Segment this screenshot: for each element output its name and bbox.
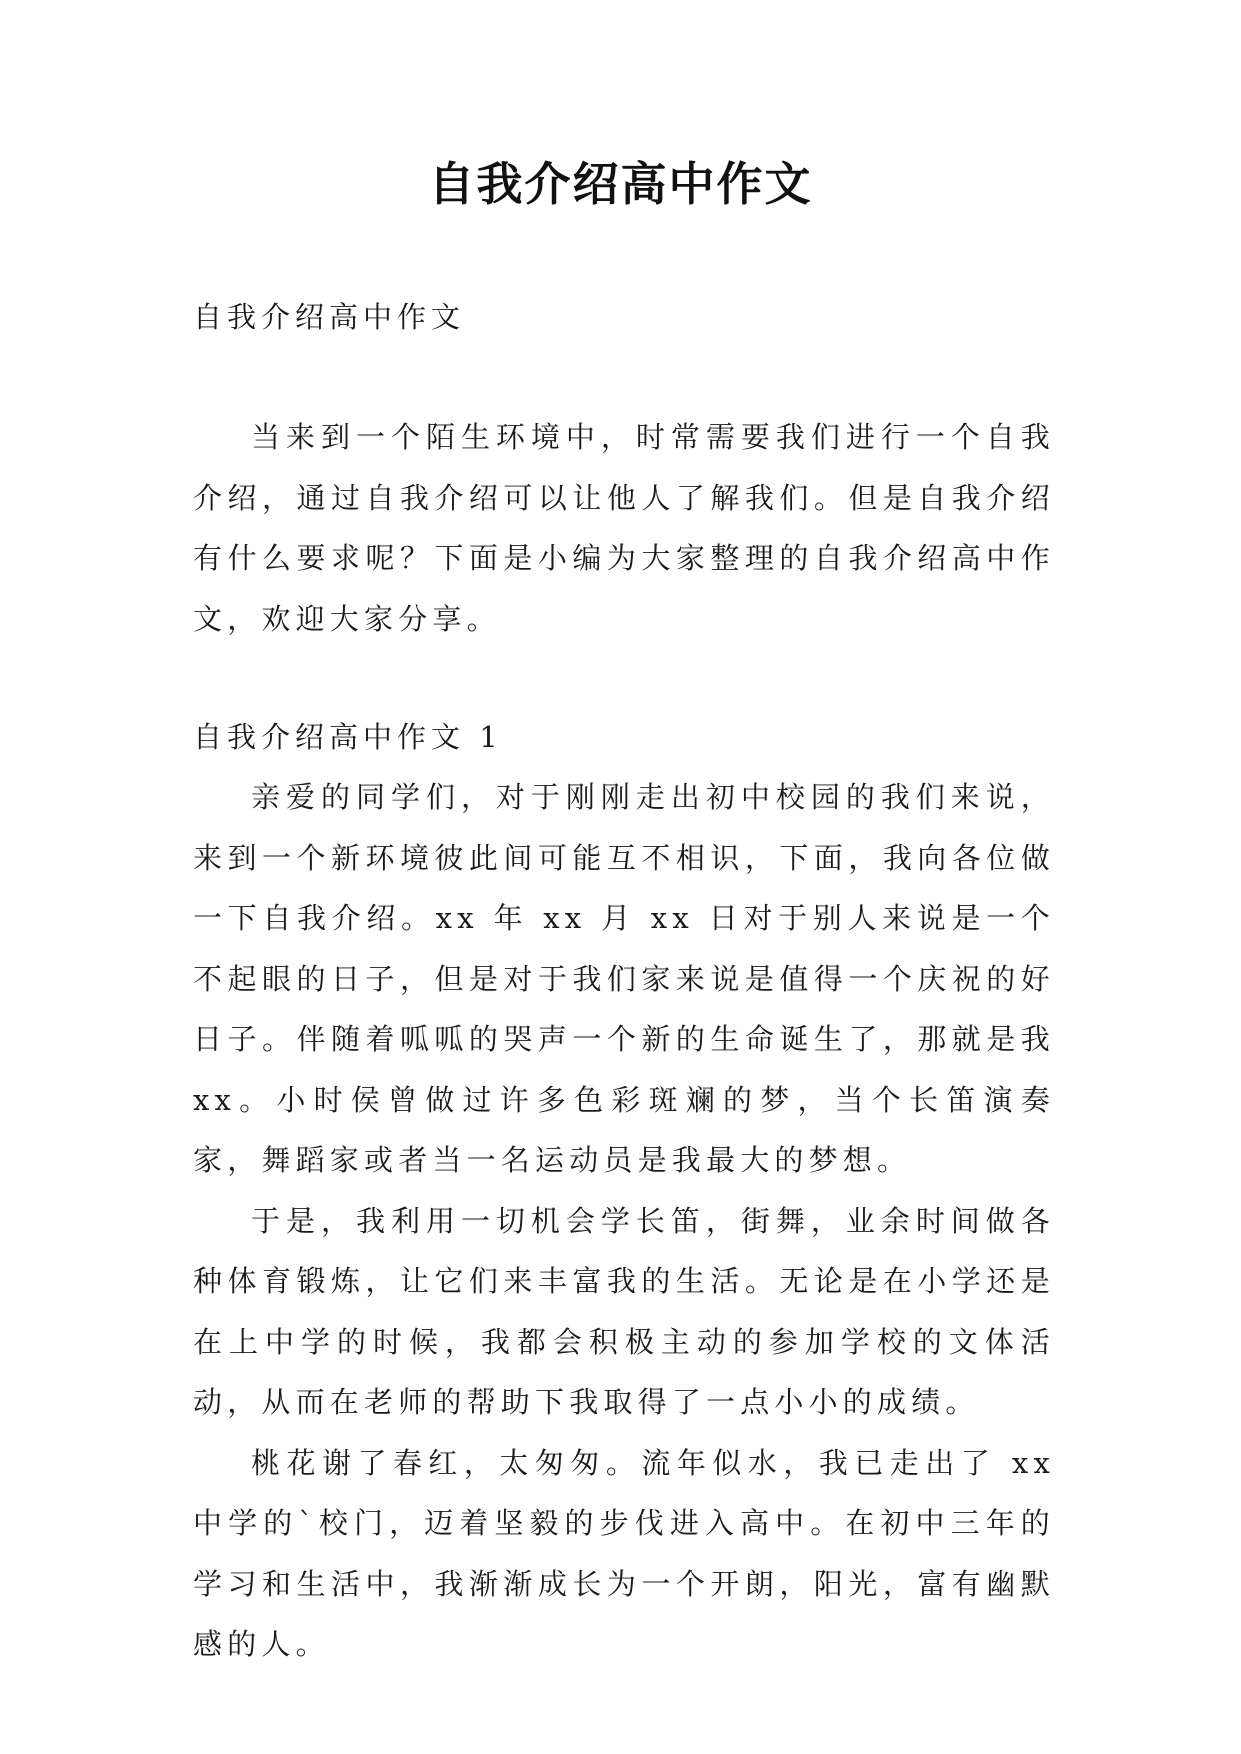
spacer [193, 649, 1055, 707]
intro-paragraph: 当来到一个陌生环境中，时常需要我们进行一个自我介绍，通过自我介绍可以让他人了解我们。但是自我介绍有什么要求呢？下面是小编为大家整理的自我介绍高中作文，欢迎大家分享。 [193, 420, 1055, 636]
body-paragraph: 于是，我利用一切机会学长笛，街舞，业余时间做各种体育锻炼，让它们来丰富我的生活。无论是在小学还是在上中学的时候，我都会积极主动的参加学校的文体活动，从而在老师的帮助下我取得了一点小小的成绩。 [193, 1203, 1055, 1419]
body-paragraph: 桃花谢了春红，太匆匆。流年似水，我已走出了 xx 中学的`校门，迈着坚毅的步伐进入高中。在初中三年的学习和生活中，我渐渐成长为一个开朗，阳光，富有幽默感的人。 [193, 1445, 1055, 1661]
document-body [193, 287, 1055, 1675]
spacer [193, 347, 1055, 407]
document-subtitle: 自我介绍高中作文 [193, 300, 466, 334]
section-heading: 自我介绍高中作文 1 [193, 720, 503, 754]
body-paragraph: 亲爱的同学们，对于刚刚走出初中校园的我们来说，来到一个新环境彼此间可能互不相识，下面，我向各位做一下自我介绍。xx 年 xx 月 xx 日对于别人来说是一个不起眼的日子，但是对于我们家来说是值得一个庆祝的好日子。伴随着呱呱的哭声一个新的生命诞生了，那就是我 xx。小时侯曾做过许多色彩斑斓的梦，当个长笛演奏家，舞蹈家或者当一名运动员是我最大的梦想。 [193, 780, 1055, 1177]
document-title: 自我介绍高中作文 [428, 157, 813, 211]
